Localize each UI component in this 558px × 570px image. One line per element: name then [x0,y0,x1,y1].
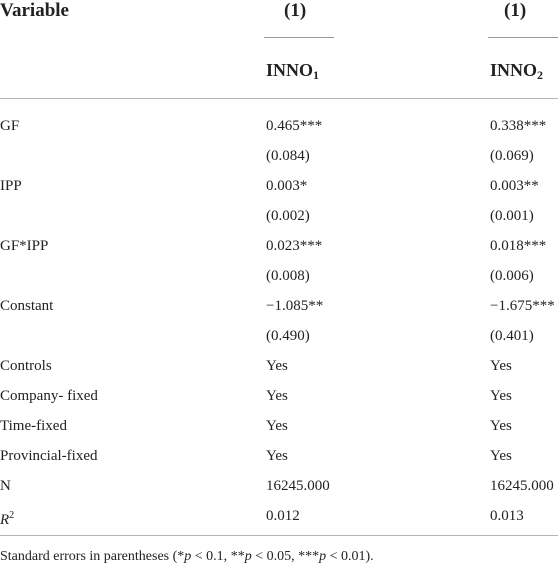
header-variable: Variable [0,0,69,21]
table-cell-col2: (0.001) [490,208,534,224]
row-label: Constant [0,298,54,314]
row-label: Company- fixed [0,388,98,404]
table-cell-col1: Yes [266,388,288,404]
table-cell-col2: Yes [490,358,512,374]
table-bottom-rule [0,535,558,536]
table-cell-col2: Yes [490,448,512,464]
table-cell-col2: 0.338*** [490,118,547,134]
table-cell-col2: (0.069) [490,148,534,164]
table-cell-col2: 0.018*** [490,238,547,254]
footnote-prefix: Standard errors in parentheses ( [0,549,178,564]
table-cell-col1: 0.023*** [266,238,323,254]
row-label: Provincial-fixed [0,448,98,464]
table-cell-col2: Yes [490,388,512,404]
table-cell-col2: 0.003** [490,178,539,194]
table-cell-col1: 0.465*** [266,118,323,134]
table-cell-col2: −1.675*** [490,298,555,314]
row-label: GF*IPP [0,238,49,254]
table-cell-col1: (0.490) [266,328,310,344]
row-label-superscript: 2 [9,510,15,521]
header-column-1-name [266,58,319,87]
footnote-p-3: p [319,549,327,564]
header-column-2-number: (1) [504,0,527,21]
header-column-1-name-text: INNO [266,60,314,80]
table-cell-col2: Yes [490,418,512,434]
header-column-1-number: (1) [284,0,307,21]
table-top-rule [0,98,558,99]
header-column-2-name [490,58,543,87]
header-column-1-rule [264,37,334,38]
footnote-p-2: p [244,549,252,564]
table-cell-col1: (0.084) [266,148,310,164]
header-column-2-rule [488,37,558,38]
header-column-2-subscript: 2 [537,68,544,82]
table-footnote [0,548,374,566]
table-cell-col1: (0.008) [266,268,310,284]
table-cell-col1: Yes [266,448,288,464]
header-column-2-name-text: INNO [490,60,538,80]
row-label: IPP [0,178,22,194]
row-label: Controls [0,358,52,374]
footnote-stars-3: *** [298,549,320,564]
row-label: N [0,478,11,494]
table-cell-col2: 16245.000 [490,478,554,494]
header-column-1-subscript: 1 [313,68,320,82]
row-label: GF [0,118,20,134]
footnote-threshold-3: < 0.01). [326,549,374,564]
table-cell-col1: −1.085** [266,298,324,314]
footnote-threshold-2: < 0.05, [251,549,299,564]
table-cell-col1: (0.002) [266,208,310,224]
row-label: Time-fixed [0,418,67,434]
table-cell-col1: 0.012 [266,508,300,524]
table-cell-col2: (0.006) [490,268,534,284]
footnote-threshold-1: < 0.1, [191,549,231,564]
table-cell-col1: 16245.000 [266,478,330,494]
table-cell-col2: 0.013 [490,508,524,524]
footnote-stars-1: * [177,549,185,564]
table-cell-col1: Yes [266,358,288,374]
footnote-p-1: p [184,549,192,564]
row-label-text: R [0,512,10,528]
table-cell-col1: 0.003* [266,178,308,194]
row-label [0,507,14,529]
footnote-stars-2: ** [230,549,245,564]
table-cell-col2: (0.401) [490,328,534,344]
table-cell-col1: Yes [266,418,288,434]
